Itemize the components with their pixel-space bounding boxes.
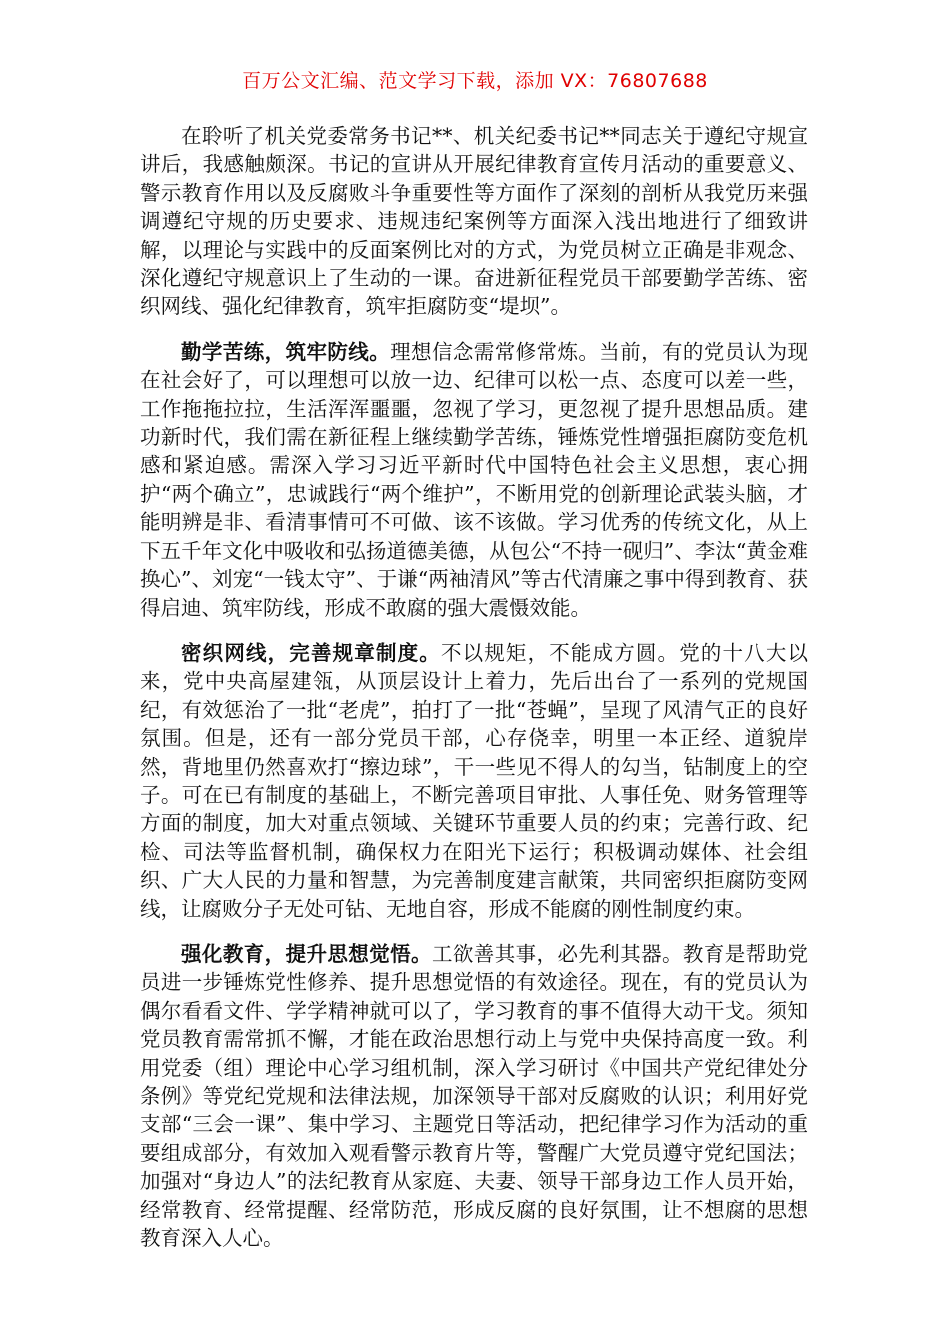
- paragraph-study: [140, 338, 808, 622]
- paragraph-system: [140, 639, 808, 923]
- header-banner: 百万公文汇编、范文学习下载，添加 VX：76807688: [242, 70, 708, 92]
- article-body: [140, 122, 808, 1269]
- paragraph-text: 理想信念需常修常炼。当前，有的党员认为现在社会好了，可以理想可以放一边、纪律可以松一点、态度可以差一些，工作拖拖拉拉，生活浑浑噩噩，忽视了学习，更忽视了提升思想品质。建功新时代，我们需在新征程上继续勤学苦练，锤炼党性增强拒腐防变危机感和紧迫感。需深入学习习近平新时代中国特色社会主义思想，衷心拥护“两个确立”，忠诚践行“两个维护”，不断用党的创新理论武装头脑，才能明辨是非、看清事情可不可做、该不该做。学习优秀的传统文化，从上下五千年文化中吸收和弘扬道德美德，从包公“不持一砚归”、李汰“黄金难换心”、刘宠“一钱太守”、于谦“两袖清风”等古代清廉之事中得到教育、获得启迪、筑牢防线，形成不敢腐的强大震慑效能。: [140, 339, 809, 620]
- paragraph-heading: 勤学苦练，筑牢防线。: [181, 339, 391, 364]
- paragraph-text: 工欲善其事，必先利其器。教育是帮助党员进一步锤炼党性修养、提升思想觉悟的有效途径。现在，有的党员认为偶尔看看文件、学学精神就可以了，学习教育的事不值得大动干戈。须知党员教育需常抓不懈，才能在政治思想行动上与党中央保持高度一致。利用党委（组）理论中心学习组机制，深入学习研讨《中国共产党纪律处分条例》等党纪党规和法律法规，加深领导干部对反腐败的认识；利用好党支部“三会一课”、集中学习、主题党日等活动，把纪律学习作为活动的重要组成部分，有效加入观看警示教育片等，警醒广大党员遵守党纪国法；加强对“身边人”的法纪教育从家庭、夫妻、领导干部身边工作人员开始，经常教育、经常提醒、经常防范，形成反腐的良好氛围，让不想腐的思想教育深入人心。: [140, 941, 809, 1251]
- paragraph-text: 在聆听了机关党委常务书记**、机关纪委书记**同志关于遵纪守规宣讲后，我感触颇深。书记的宣讲从开展纪律教育宣传月活动的重要意义、警示教育作用以及反腐败斗争重要性等方面作了深刻的剖析从我党历来强调遵纪守规的历史要求、违规违纪案例等方面深入浅出地进行了细致讲解，以理论与实践中的反面案例比对的方式，为党员树立正确是非观念、深化遵纪守规意识上了生动的一课。奋进新征程党员干部要勤学苦练、密织网线、强化纪律教育，筑牢拒腐防变“堤坝”。: [140, 124, 808, 319]
- paragraph-text: 不以规矩，不能成方圆。党的十八大以来，党中央高屋建瓴，从顶层设计上着力，先后出台了一系列的党规国纪，有效惩治了一批“老虎”，拍打了一批“苍蝇”，呈现了风清气正的良好氛围。但是，还有一部分党员干部，心存侥幸，明里一本正经、道貌岸然，背地里仍然喜欢打“擦边球”，干一些见不得人的勾当，钻制度上的空子。可在已有制度的基础上，不断完善项目审批、人事任免、财务管理等方面的制度，加大对重点领域、关键环节重要人员的约束；完善行政、纪检、司法等监督机制，确保权力在阳光下运行；积极调动媒体、社会组织、广大人民的力量和智慧，为完善制度建言献策，共同密织拒腐防变网线，让腐败分子无处可钻、无地自容，形成不能腐的刚性制度约束。: [140, 640, 809, 921]
- paragraph-heading: 强化教育，提升思想觉悟。: [181, 941, 432, 966]
- paragraph-heading: 密织网线，完善规章制度。: [181, 640, 441, 665]
- paragraph-intro: [140, 122, 808, 321]
- paragraph-education: [140, 940, 808, 1252]
